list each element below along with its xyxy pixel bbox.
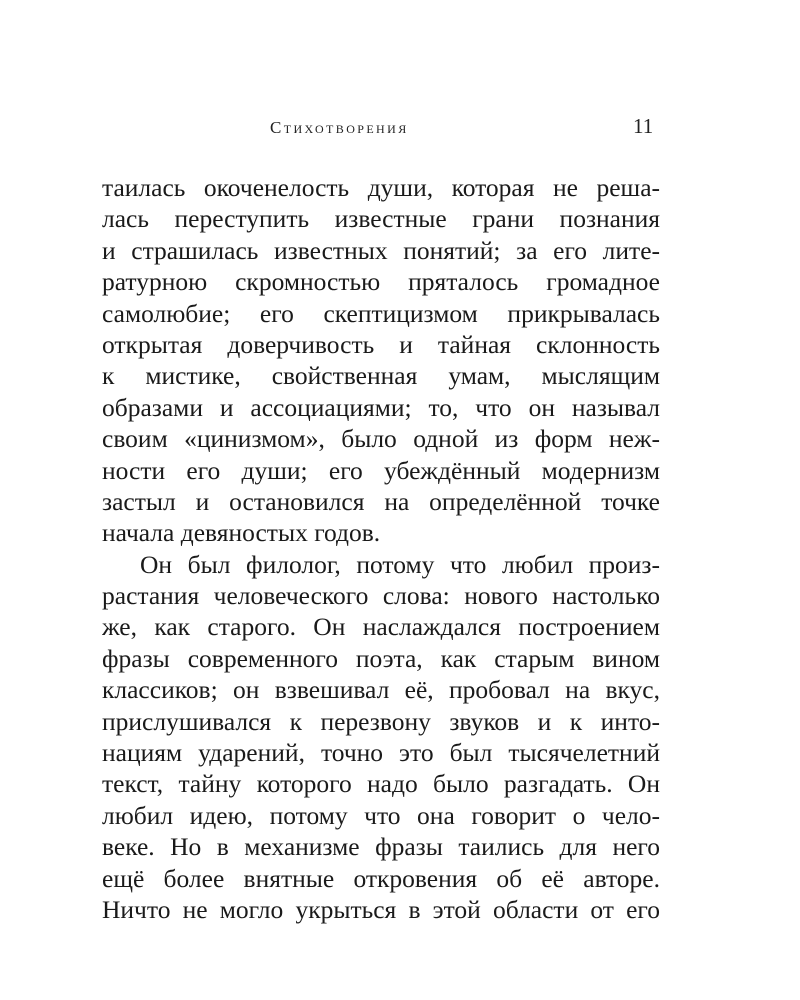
text-line: фразы современного поэта, как старым вином <box>102 643 660 673</box>
text-line: Ничто не могло укрыться в этой области от его <box>102 894 660 924</box>
text-line: начала девяностых годов. <box>102 518 381 548</box>
text-line: же, как старого. Он наслаждался построением <box>102 612 660 642</box>
text-line: веке. Но в механизме фразы таились для него <box>102 832 660 862</box>
text-line: текст, тайну которого надо было разгадать. Он <box>102 769 660 799</box>
body-text <box>102 172 660 925</box>
text-line: классиков; он взвешивал её, пробовал на вкус, <box>102 675 660 705</box>
text-line: открытая доверчивость и тайная склонность <box>102 329 660 359</box>
paragraph <box>102 172 660 549</box>
text-line: образами и ассоциациями; то, что он называл <box>102 392 660 422</box>
text-line: нациям ударений, точно это был тысячелетний <box>102 738 660 768</box>
text-line: застыл и остановился на определённой точке <box>102 486 660 516</box>
text-line: к мистике, свойственная умам, мыслящим <box>102 361 660 391</box>
text-line: любил идею, потому что она говорит о чело- <box>102 800 660 830</box>
text-line: ещё более внятные откровения об её авторе. <box>102 863 660 893</box>
text-line: самолюбие; его скептицизмом прикрывалась <box>102 298 660 328</box>
text-line: прислушивался к перезвону звуков и к инто- <box>102 706 660 736</box>
text-line: Он был филолог, потому что любил произ- <box>140 549 660 579</box>
text-line: лась переступить известные грани познания <box>102 204 660 234</box>
text-line: ности его души; его убеждённый модернизм <box>102 455 660 485</box>
running-title: Стихотворения <box>270 118 409 137</box>
page-number: 11 <box>633 114 654 138</box>
text-line: растания человеческого слова: нового настолько <box>102 581 660 611</box>
paragraph <box>102 549 660 926</box>
text-line: своим «цинизмом», было одной из форм неж- <box>102 424 660 454</box>
text-line: таилась окоченелость души, которая не реша- <box>102 173 660 202</box>
text-line: и страшилась известных понятий; за его лите- <box>102 235 660 265</box>
text-line: ратурною скромностью пряталось громадное <box>102 267 660 297</box>
